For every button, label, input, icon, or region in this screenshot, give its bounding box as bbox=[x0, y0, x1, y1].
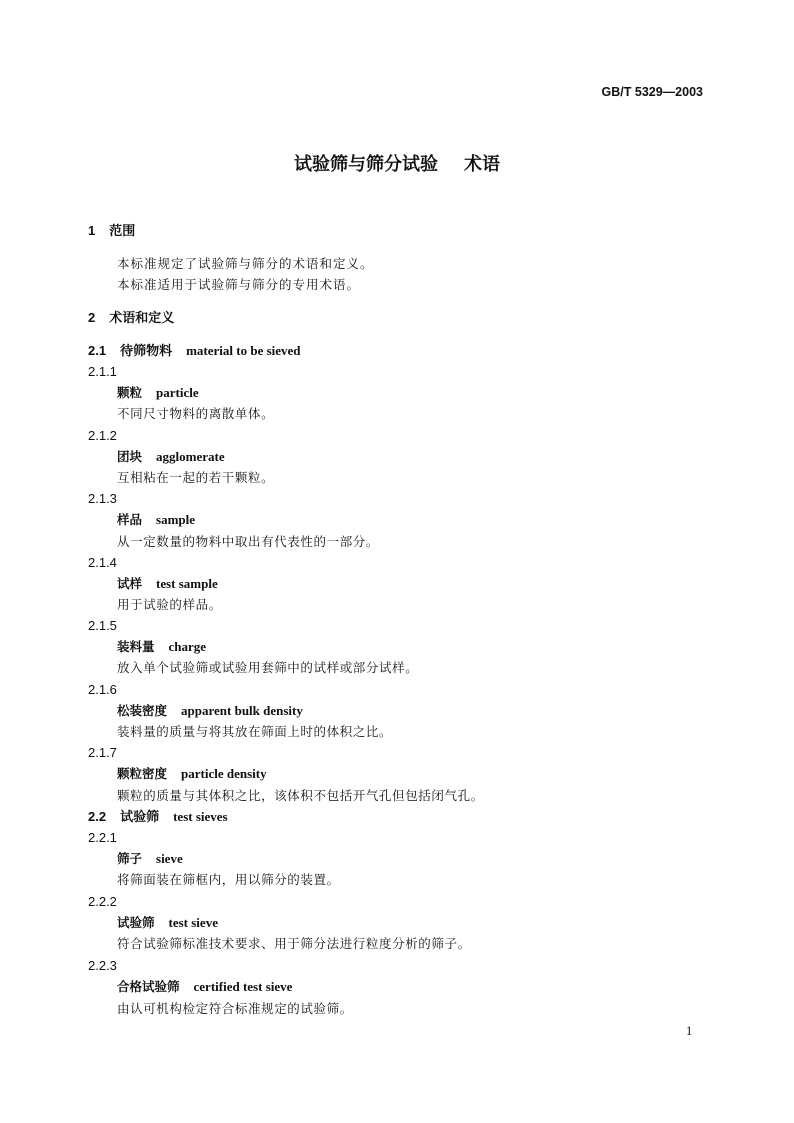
term-zh: 试验筛 bbox=[117, 915, 155, 930]
section-number: 1 bbox=[88, 223, 96, 238]
term-zh: 团块 bbox=[117, 449, 143, 464]
term-name bbox=[117, 851, 183, 867]
term-en: particle density bbox=[181, 766, 267, 781]
subsection-term-zh: 待筛物料 bbox=[120, 343, 173, 358]
term-en: sieve bbox=[156, 851, 183, 866]
term-name bbox=[117, 449, 225, 465]
term-number: 2.1.5 bbox=[88, 618, 117, 633]
scope-heading bbox=[88, 223, 135, 239]
term-en: apparent bulk density bbox=[181, 703, 303, 718]
term-name bbox=[117, 703, 303, 719]
term-name bbox=[117, 512, 195, 528]
term-zh: 颗粒 bbox=[117, 385, 143, 400]
subsection-number: 2.1 bbox=[88, 343, 107, 358]
scope-paragraph: 本标准规定了试验筛与筛分的术语和定义。 bbox=[117, 256, 374, 271]
term-en: test sieve bbox=[168, 915, 218, 930]
title-sub: 术语 bbox=[464, 154, 500, 175]
term-number: 2.1.1 bbox=[88, 364, 117, 379]
term-number: 2.1.4 bbox=[88, 555, 117, 570]
term-en: test sample bbox=[156, 576, 218, 591]
term-definition: 颗粒的质量与其体积之比，该体积不包括开气孔但包括闭气孔。 bbox=[117, 788, 484, 803]
term-number: 2.2.1 bbox=[88, 830, 117, 845]
term-zh: 筛子 bbox=[117, 851, 143, 866]
term-number: 2.1.7 bbox=[88, 745, 117, 760]
term-zh: 样品 bbox=[117, 512, 143, 527]
subsection-number: 2.2 bbox=[88, 809, 107, 824]
term-en: agglomerate bbox=[156, 449, 225, 464]
term-definition: 由认可机构检定符合标准规定的试验筛。 bbox=[117, 1001, 353, 1016]
term-zh: 松装密度 bbox=[117, 703, 168, 718]
term-number: 2.1.6 bbox=[88, 682, 117, 697]
term-number: 2.2.2 bbox=[88, 894, 117, 909]
standard-code: GB/T 5329—2003 bbox=[601, 85, 703, 99]
term-zh: 装料量 bbox=[117, 639, 155, 654]
term-definition: 从一定数量的物料中取出有代表性的一部分。 bbox=[117, 534, 380, 549]
terms-heading bbox=[88, 310, 174, 326]
term-en: sample bbox=[156, 512, 196, 527]
term-name bbox=[117, 639, 206, 655]
term-en: certified test sieve bbox=[193, 979, 293, 994]
term-en: charge bbox=[168, 639, 207, 654]
subsection-heading bbox=[88, 343, 301, 359]
term-definition: 装料量的质量与将其放在筛面上时的体积之比。 bbox=[117, 724, 393, 739]
subsection-term-zh: 试验筛 bbox=[120, 809, 160, 824]
section-title: 术语和定义 bbox=[109, 310, 175, 325]
term-name bbox=[117, 385, 199, 401]
term-en: particle bbox=[156, 385, 199, 400]
section-number: 2 bbox=[88, 310, 96, 325]
term-number: 2.1.3 bbox=[88, 491, 117, 506]
section-title: 范围 bbox=[109, 223, 136, 238]
subsection-term-en: test sieves bbox=[173, 809, 228, 824]
page-number: 1 bbox=[686, 1024, 693, 1038]
subsection-term-en: material to be sieved bbox=[186, 343, 301, 358]
term-zh: 合格试验筛 bbox=[117, 979, 180, 994]
term-number: 2.1.2 bbox=[88, 428, 117, 443]
term-definition: 用于试验的样品。 bbox=[117, 597, 222, 612]
scope-paragraph: 本标准适用于试验筛与筛分的专用术语。 bbox=[117, 277, 361, 292]
term-definition: 将筛面装在筛框内，用以筛分的装置。 bbox=[117, 872, 340, 887]
subsection-heading bbox=[88, 809, 228, 825]
term-number: 2.2.3 bbox=[88, 958, 117, 973]
term-definition: 放入单个试验筛或试验用套筛中的试样或部分试样。 bbox=[117, 660, 419, 675]
term-zh: 颗粒密度 bbox=[117, 766, 168, 781]
term-definition: 互相粘在一起的若干颗粒。 bbox=[117, 470, 275, 485]
term-definition: 不同尺寸物料的离散单体。 bbox=[117, 406, 275, 421]
term-zh: 试样 bbox=[117, 576, 143, 591]
term-name bbox=[117, 979, 292, 995]
term-name bbox=[117, 915, 218, 931]
page-title bbox=[0, 154, 794, 176]
term-name bbox=[117, 576, 218, 592]
term-definition: 符合试验筛标准技术要求、用于筛分法进行粒度分析的筛子。 bbox=[117, 936, 471, 951]
term-name bbox=[117, 766, 267, 782]
title-main: 试验筛与筛分试验 bbox=[294, 154, 438, 175]
